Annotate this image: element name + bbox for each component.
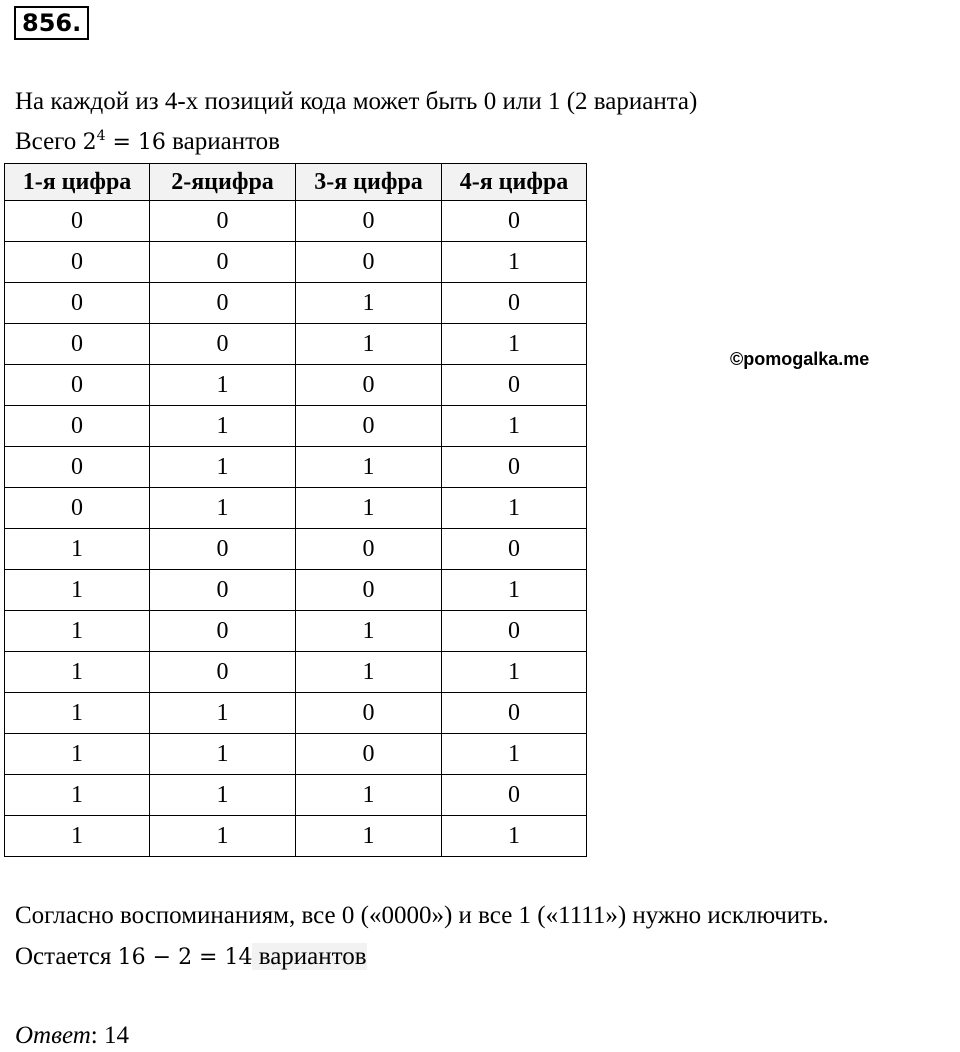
- table-cell: 1: [296, 447, 442, 488]
- table-cell: 0: [150, 201, 296, 242]
- table-cell: 1: [442, 570, 587, 611]
- table-row: [5, 488, 587, 529]
- table-cell: 1: [150, 775, 296, 816]
- table-cell: 1: [150, 488, 296, 529]
- table-cell: 0: [442, 365, 587, 406]
- table-cell: 1: [296, 488, 442, 529]
- total-exponent: 4: [96, 128, 106, 144]
- header-digit-3: 3-я цифра: [296, 164, 442, 201]
- total-formula: [83, 130, 166, 155]
- table-cell: 0: [296, 201, 442, 242]
- table-cell: 0: [442, 611, 587, 652]
- problem-number: 856.: [14, 6, 89, 40]
- table-cell: 1: [442, 242, 587, 283]
- table-cell: 0: [5, 447, 150, 488]
- table-cell: 1: [296, 611, 442, 652]
- table-cell: 0: [5, 242, 150, 283]
- table-body: [5, 201, 587, 857]
- table-cell: 0: [296, 693, 442, 734]
- table-cell: 1: [442, 324, 587, 365]
- header-digit-2: 2-яцифра: [150, 164, 296, 201]
- table-cell: 0: [296, 242, 442, 283]
- table-row: [5, 570, 587, 611]
- answer-label: Ответ: [15, 1022, 91, 1049]
- table-cell: 1: [442, 816, 587, 857]
- remain-formula: 16 − 2 = 14: [117, 945, 253, 970]
- table-row: [5, 734, 587, 775]
- answer-line: [15, 1020, 129, 1052]
- table-cell: 1: [150, 816, 296, 857]
- table-row: [5, 652, 587, 693]
- table-cell: 0: [150, 529, 296, 570]
- codes-table: [4, 163, 587, 857]
- table-cell: 1: [442, 406, 587, 447]
- intro-text: На каждой из 4-х позиций кода может быть 0 или 1 (2 варианта): [15, 88, 698, 115]
- table-row: [5, 693, 587, 734]
- table-cell: 1: [5, 570, 150, 611]
- table-row: [5, 447, 587, 488]
- table-cell: 1: [296, 324, 442, 365]
- table-cell: 1: [5, 611, 150, 652]
- table-row: [5, 529, 587, 570]
- table-cell: 0: [5, 324, 150, 365]
- conclusion-text: Согласно воспоминаниям, все 0 («0000») и все 1 («1111») нужно исключить.: [15, 902, 829, 929]
- table-cell: 0: [442, 201, 587, 242]
- table-cell: 0: [296, 570, 442, 611]
- table-cell: 0: [296, 406, 442, 447]
- table-cell: 0: [150, 570, 296, 611]
- table-cell: 0: [5, 201, 150, 242]
- remain-prefix: Остается: [15, 943, 118, 970]
- table-cell: 0: [150, 324, 296, 365]
- table-cell: 1: [150, 734, 296, 775]
- table-cell: 0: [296, 734, 442, 775]
- table-row: [5, 242, 587, 283]
- table-row: [5, 816, 587, 857]
- table-cell: 0: [150, 611, 296, 652]
- table-row: [5, 406, 587, 447]
- table-cell: 0: [442, 775, 587, 816]
- table-cell: 1: [150, 447, 296, 488]
- total-variants-line: [15, 126, 280, 159]
- table-cell: 1: [296, 652, 442, 693]
- header-digit-4: 4-я цифра: [442, 164, 587, 201]
- table-cell: 0: [296, 365, 442, 406]
- table-cell: 1: [296, 816, 442, 857]
- total-equals: = 16: [105, 130, 166, 155]
- table-header-row: [5, 164, 587, 201]
- table-row: [5, 324, 587, 365]
- table-cell: 1: [5, 529, 150, 570]
- remain-suffix: вариантов: [252, 943, 367, 970]
- table-cell: 1: [442, 734, 587, 775]
- table-cell: 1: [296, 775, 442, 816]
- header-digit-1: 1-я цифра: [5, 164, 150, 201]
- table-cell: 1: [150, 406, 296, 447]
- table-cell: 1: [5, 775, 150, 816]
- table-row: [5, 365, 587, 406]
- table-cell: 0: [296, 529, 442, 570]
- table-cell: 0: [150, 652, 296, 693]
- table-cell: 1: [150, 365, 296, 406]
- table-row: [5, 201, 587, 242]
- table-cell: 1: [5, 816, 150, 857]
- table-row: [5, 775, 587, 816]
- table-cell: 1: [442, 652, 587, 693]
- total-base: 2: [82, 130, 97, 155]
- total-prefix: Всего: [15, 128, 83, 155]
- table-cell: 1: [296, 283, 442, 324]
- table-row: [5, 611, 587, 652]
- table-cell: 1: [5, 652, 150, 693]
- table-cell: 0: [442, 283, 587, 324]
- table-cell: 0: [5, 365, 150, 406]
- table-cell: 0: [150, 242, 296, 283]
- watermark: ©pomogalka.me: [730, 349, 870, 369]
- remaining-variants-line: [15, 941, 367, 974]
- table-cell: 0: [5, 406, 150, 447]
- answer-value: 14: [97, 1022, 129, 1049]
- table-cell: 1: [5, 734, 150, 775]
- table-cell: 1: [5, 693, 150, 734]
- table-cell: 0: [150, 283, 296, 324]
- table-cell: 1: [442, 488, 587, 529]
- answer-colon: :: [90, 1022, 98, 1049]
- table-row: [5, 283, 587, 324]
- table-cell: 0: [442, 693, 587, 734]
- table-cell: 0: [5, 488, 150, 529]
- table-cell: 0: [5, 283, 150, 324]
- table-cell: 0: [442, 529, 587, 570]
- table-cell: 0: [442, 447, 587, 488]
- table-cell: 1: [150, 693, 296, 734]
- total-suffix: вариантов: [165, 128, 280, 155]
